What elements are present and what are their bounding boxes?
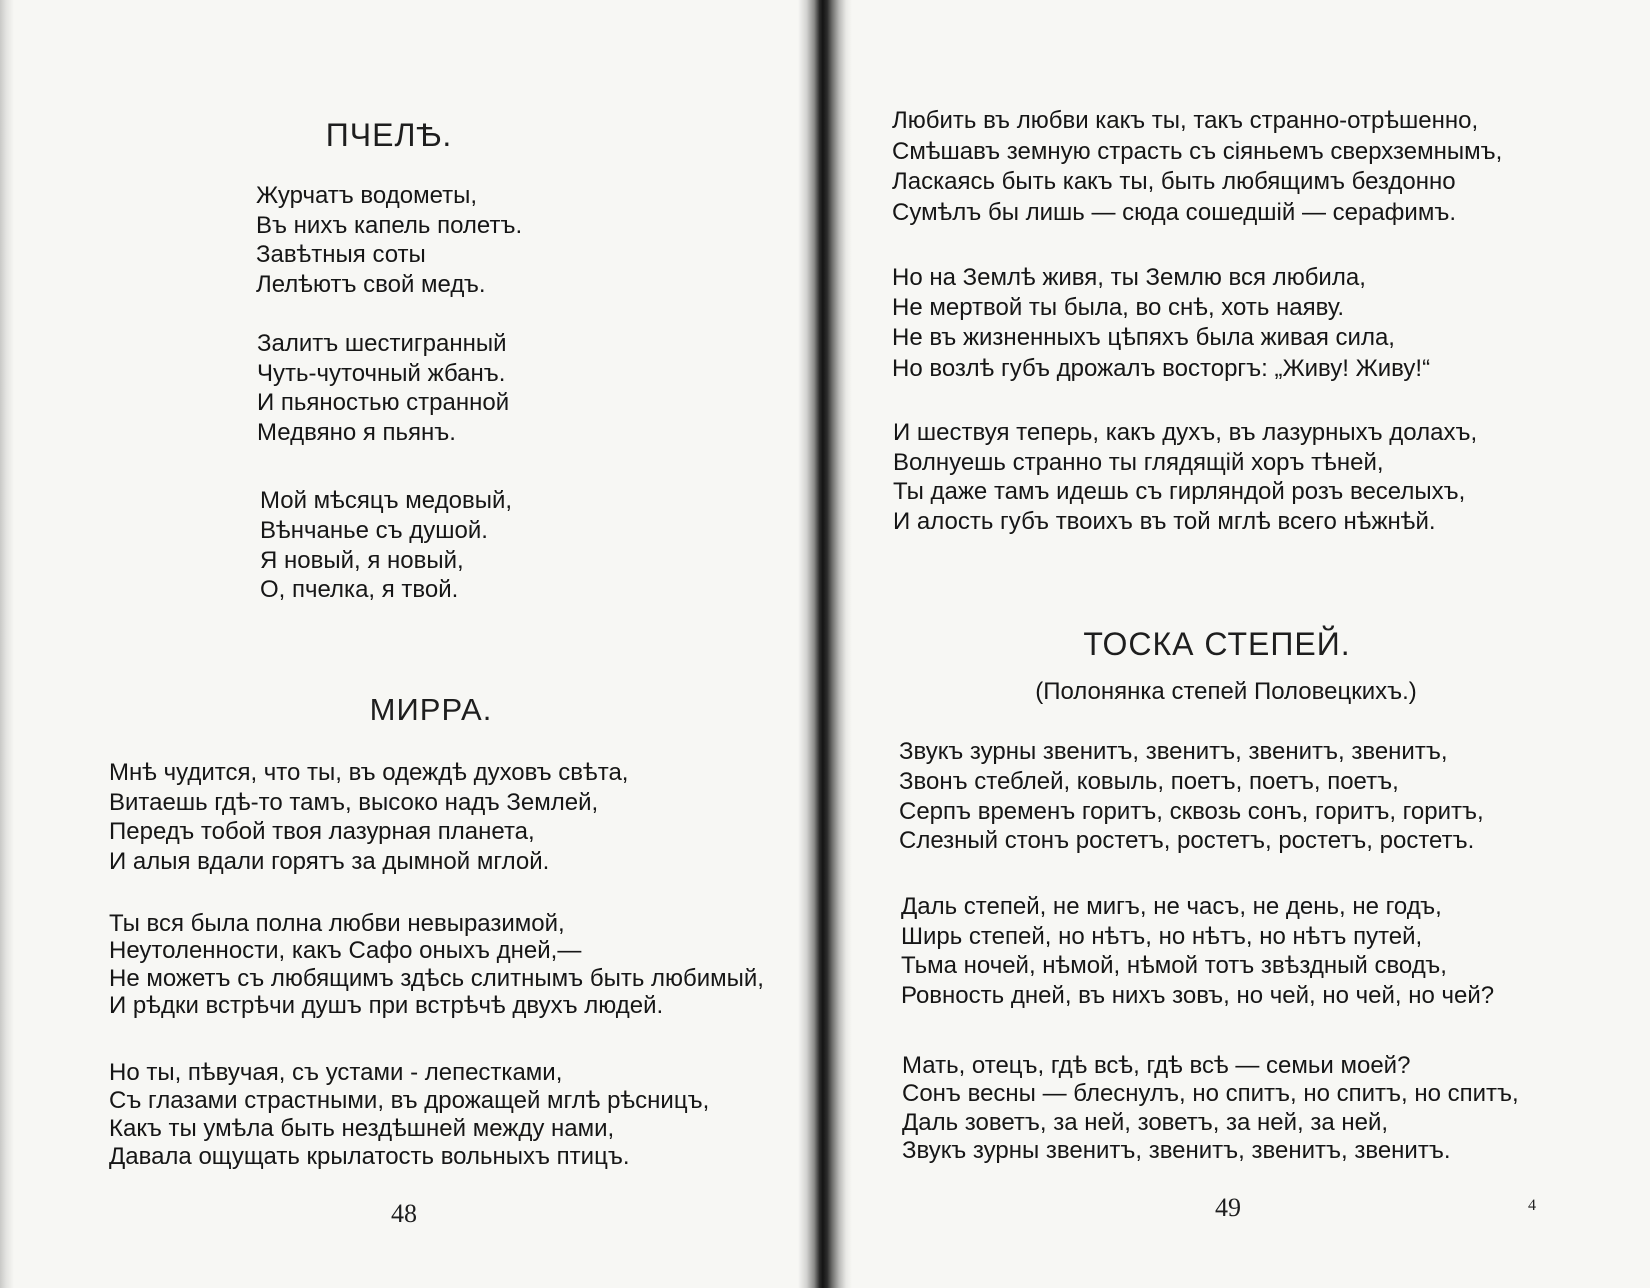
poem-line: Но ты, пѣвучая, съ устами - лепестками, <box>109 1059 563 1086</box>
poem-line: Не въ жизненныхъ цѣпяхъ была живая сила, <box>892 324 1395 352</box>
poem-line: Но на Землѣ живя, ты Землю вся любила, <box>892 264 1366 291</box>
poem-line: Въ нихъ капель полетъ. <box>256 211 523 239</box>
poem-line: Я новый, я новый, <box>260 546 464 574</box>
poem-line: Не мертвой ты была, во снѣ, хоть наяву. <box>892 294 1345 322</box>
stanza <box>260 486 512 605</box>
poem-title: МИРРА. <box>369 692 493 727</box>
poem-line: Передъ тобой твоя лазурная планета, <box>109 818 535 845</box>
poem-line: И алость губъ твоихъ въ той мглѣ всего нѣжнѣй. <box>893 507 1436 535</box>
poem-line: Смѣшавъ земную страсть съ сіяньемъ сверхземнымъ, <box>892 137 1503 165</box>
poem-line: Звукъ зурны звенитъ, звенитъ, звенитъ, звенитъ. <box>902 1137 1451 1165</box>
left-page <box>0 0 798 1288</box>
poem-line: Неутоленности, какъ Сафо оныхъ дней,— <box>109 937 582 965</box>
right-page <box>846 0 1650 1288</box>
poem-line: И пьяностью странной <box>257 389 510 416</box>
poem-line: Мать, отецъ, гдѣ всѣ, гдѣ всѣ — семьи моей? <box>902 1052 1411 1079</box>
poem-line: Мнѣ чудится, что ты, въ одеждѣ духовъ свѣта, <box>109 759 629 786</box>
poem-line: Звонъ стеблей, ковыль, поетъ, поетъ, поетъ, <box>899 767 1399 795</box>
poem-line: Тьма ночей, нѣмой, нѣмой тотъ звѣздный сводъ, <box>901 952 1447 979</box>
book-gutter <box>798 0 852 1288</box>
stanza <box>892 263 1430 384</box>
poem-title: ПЧЕЛѢ. <box>325 117 453 153</box>
poem-line: Съ глазами страстными, въ дрожащей мглѣ рѣсницъ, <box>109 1087 710 1115</box>
poem-line: Завѣтныя соты <box>256 241 426 268</box>
poem-line: Звукъ зурны звенитъ, звенитъ, звенитъ, звенитъ, <box>899 738 1448 765</box>
poem-line: О, пчелка, я твой. <box>260 576 459 604</box>
poem-line: Давала ощущать крылатость вольныхъ птицъ. <box>109 1143 630 1171</box>
poem-line: И алыя вдали горятъ за дымной мглой. <box>109 847 550 875</box>
stanza <box>109 910 764 1020</box>
poem-line: Мой мѣсяцъ медовый, <box>260 487 513 514</box>
poem-line: Даль зоветъ, за ней, зоветъ, за ней, за ней, <box>902 1108 1389 1136</box>
poem-title: ТОСКА СТЕПЕЙ. <box>1083 626 1351 662</box>
poem-line: Любить въ любви какъ ты, такъ странно-отрѣшенно, <box>892 107 1479 134</box>
poem-line: Залитъ шестигранный <box>257 330 507 357</box>
signature-mark: 4 <box>1528 1197 1536 1214</box>
poem-line: Волнуешь странно ты глядящій хоръ тѣней, <box>893 448 1384 476</box>
poem-line: Но возлѣ губъ дрожалъ восторгъ: „Живу! Живу!“ <box>892 354 1431 382</box>
poem-line: Серпъ временъ горитъ, сквозь сонъ, горитъ, горитъ, <box>899 797 1484 825</box>
poem-subtitle: (Полонянка степей Половецкихъ.) <box>1035 678 1417 705</box>
page-number: 49 <box>1215 1193 1241 1222</box>
poem-line: Сумѣлъ бы лишь — сюда сошедшій — серафимъ. <box>892 198 1456 226</box>
poem-line: Медвяно я пьянъ. <box>257 418 456 446</box>
poem-line: Сонъ весны — блеснулъ, но спитъ, но спитъ, но спитъ, <box>902 1080 1519 1108</box>
poem-line: Ты даже тамъ идешь съ гирляндой розъ веселыхъ, <box>893 478 1466 505</box>
stanza <box>892 106 1502 228</box>
poem-line: Слезный стонъ ростетъ, ростетъ, ростетъ, ростетъ. <box>899 827 1475 855</box>
page-number: 48 <box>391 1199 417 1228</box>
stanza <box>893 418 1477 536</box>
stanza <box>901 892 1494 1010</box>
poem-line: Какъ ты умѣла быть нездѣшней между нами, <box>109 1115 615 1143</box>
poem-line: Ласкаясь быть какъ ты, быть любящимъ бездонно <box>892 168 1456 195</box>
stanza <box>256 181 522 299</box>
stanza <box>109 758 628 876</box>
poem-line: Вѣнчанье съ душой. <box>260 516 488 544</box>
poem-line: Чуть-чуточный жбанъ. <box>257 359 506 387</box>
poem-line: И рѣдки встрѣчи душъ при встрѣчѣ двухъ людей. <box>109 992 664 1020</box>
poem-line: Ты вся была полна любви невыразимой, <box>109 910 565 937</box>
poem-line: Не можетъ съ любящимъ здѣсь слитнымъ быть любимый, <box>109 964 764 992</box>
poem-line: Журчатъ водометы, <box>256 182 478 209</box>
poem-line: Ширь степей, но нѣтъ, но нѣтъ, но нѣтъ путей, <box>901 922 1423 950</box>
stanza <box>257 329 509 447</box>
poem-line: Ровность дней, въ нихъ зовъ, но чей, но чей, но чей? <box>901 981 1495 1009</box>
stanza <box>109 1059 709 1171</box>
poem-line: И шествуя теперь, какъ духъ, въ лазурныхъ долахъ, <box>893 419 1478 446</box>
poem-line: Витаешь гдѣ-то тамъ, высоко надъ Землей, <box>109 788 599 816</box>
stanza <box>902 1052 1519 1166</box>
stanza <box>899 737 1484 856</box>
poem-line: Лелѣютъ свой медъ. <box>256 270 486 298</box>
poem-line: Даль степей, не мигъ, не часъ, не день, не годъ, <box>901 893 1442 920</box>
